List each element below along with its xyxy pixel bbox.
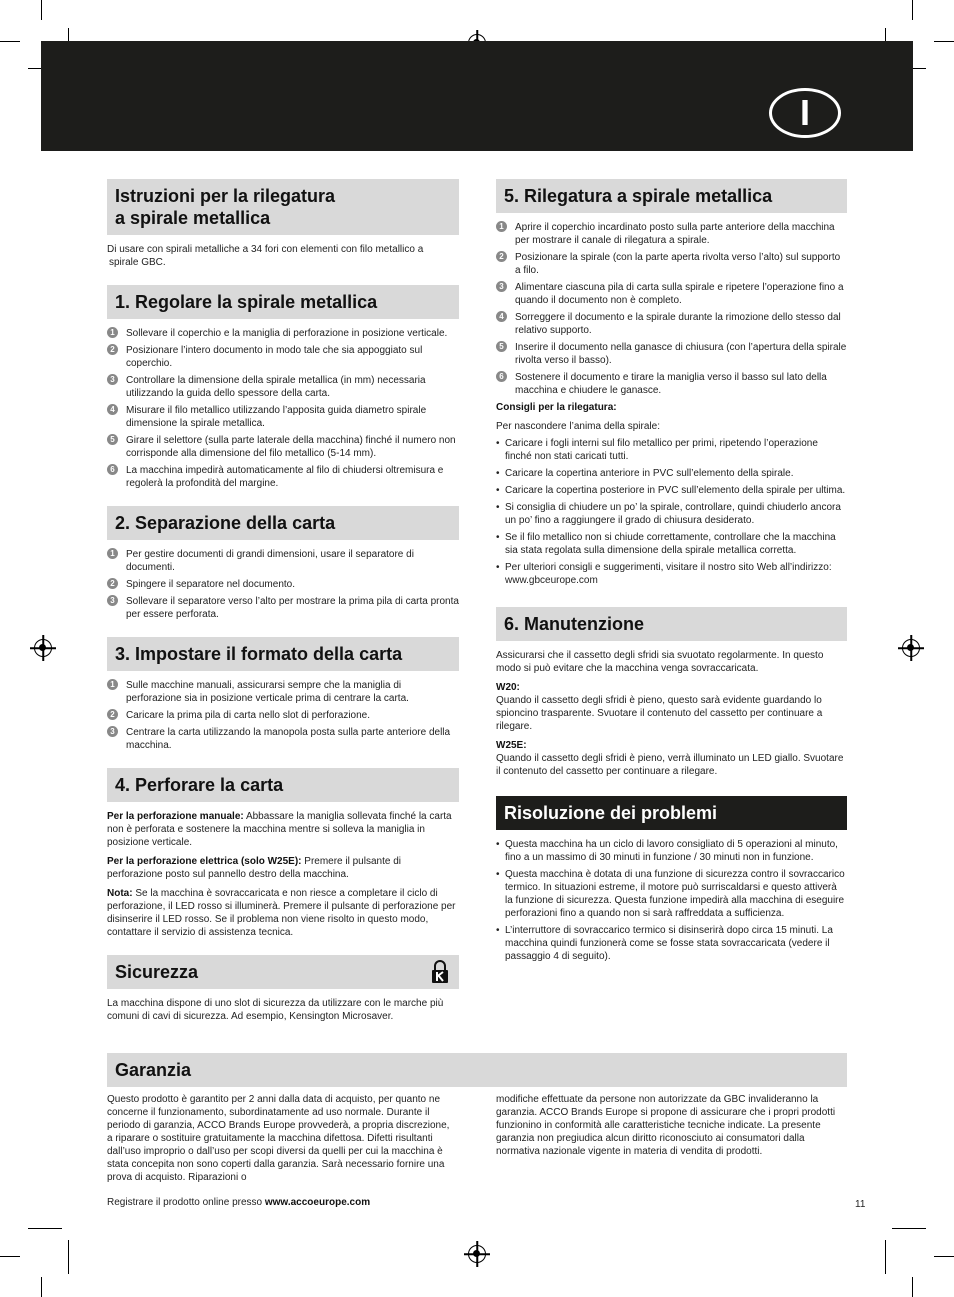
registration-mark-icon	[468, 1245, 486, 1263]
bullet-item: • Se il filo metallico non si chiude correttamente, controllare che la macchina sia stata regolata sulla dimensione della spirale metallica corretta.	[496, 531, 847, 557]
step-list	[496, 221, 847, 397]
section-2	[107, 506, 459, 621]
step-item	[496, 341, 847, 367]
step-number-icon: 1	[107, 679, 118, 690]
security-section	[107, 955, 459, 1023]
step-number-icon: 1	[107, 548, 118, 559]
section-title: 3. Impostare il formato della carta	[107, 637, 459, 671]
section-5	[496, 179, 847, 587]
step-item	[107, 404, 459, 430]
step-item	[107, 709, 459, 722]
section-title: 5. Rilegatura a spirale metallica	[496, 179, 847, 213]
step-number-icon: 2	[107, 344, 118, 355]
step-text: Sollevare il separatore verso l’alto per mostrare la prima pila di carta pronta per essere perforata.	[126, 596, 459, 620]
step-item	[107, 327, 459, 340]
step-item	[496, 371, 847, 397]
step-text: Posizionare la spirale (con la parte aperta rivolta verso l’alto) sul supporto a filo.	[515, 252, 841, 276]
warranty-right-text: modifiche effettuate da persone non autorizzate da GBC invalideranno la garanzia. ACCO Brands Europe si propone di assicurare che i propri prodotti funzionino in conformità alle caratteristiche tecniche indicate. La presente garanzia non pregiudica alcun diritto riconosciuto ai consumatori dalla normativa nazionale vigente in materia di vendita di prodotti.	[496, 1094, 836, 1157]
step-text: La macchina impedirà automaticamente al filo di chiudersi oltremisura e regolerà la profondità del margine.	[126, 465, 444, 489]
crop-mark	[934, 41, 954, 42]
crop-mark	[912, 0, 913, 20]
step-number-icon: 1	[107, 327, 118, 338]
step-item	[107, 434, 459, 460]
bullet-item: • Caricare i fogli interni sul filo metallico per primi, ripetendo l’operazione finché non stati caricati tutti.	[496, 437, 847, 463]
step-text: Per gestire documenti di grandi dimensioni, usare il separatore di documenti.	[126, 549, 414, 573]
tips-title: Consigli per la rilegatura:	[496, 402, 617, 413]
crop-mark	[28, 1228, 62, 1229]
manual-punch-paragraph: Per la perforazione manuale: Abbassare la maniglia sollevata finché la carta non è perforata e sostenere la macchina mentre si solleva la maniglia in posizione verticale.	[107, 811, 452, 848]
tips-intro: Per nascondere l’anima della spirale:	[496, 421, 660, 432]
crop-mark	[41, 0, 42, 20]
step-text: Caricare la prima pila di carta nello slot di perforazione.	[126, 710, 371, 721]
step-item	[496, 281, 847, 307]
registration-mark-icon	[902, 639, 920, 657]
section-4	[107, 768, 459, 939]
warranty-section	[107, 1053, 847, 1095]
crop-mark	[68, 1240, 69, 1274]
section-6	[496, 607, 847, 778]
page-number: 11	[855, 1199, 866, 1210]
step-number-icon: 3	[107, 595, 118, 606]
w25e-text: Quando il cassetto degli sfridi è pieno, verrà illuminato un LED giallo. Svuotare il contenuto del cassetto per continuare a rilegare.	[496, 753, 844, 777]
step-text: Posizionare l’intero documento in modo tale che sia appoggiato sul coperchio.	[126, 345, 423, 369]
section-1	[107, 285, 459, 490]
electric-punch-paragraph: Per la perforazione elettrica (solo W25E): Premere il pulsante di perforazione posto sul pannello destro della macchina.	[107, 856, 401, 880]
maintenance-text: Assicurarsi che il cassetto degli sfridi sia svuotato regolarmente. In questo modo si può evitare che la macchina venga sovraccaricata.	[496, 650, 824, 674]
crop-mark	[41, 1277, 42, 1297]
step-list	[107, 327, 459, 490]
step-item	[107, 464, 459, 490]
step-number-icon: 6	[496, 371, 507, 382]
step-number-icon: 1	[496, 221, 507, 232]
section-title: 1. Regolare la spirale metallica	[107, 285, 459, 319]
step-item	[496, 221, 847, 247]
step-item	[107, 679, 459, 705]
tips-list	[496, 437, 847, 587]
step-text: Sorreggere il documento e la spirale durante la rimozione dello stesso dal relativo supporto.	[515, 312, 841, 336]
crop-mark	[0, 41, 20, 42]
left-column	[107, 179, 459, 1035]
register-line: Registrare il prodotto online presso www.accoeurope.com	[107, 1197, 371, 1208]
step-item	[496, 311, 847, 337]
security-text: La macchina dispone di uno slot di sicurezza da utilizzare con le marche più comuni di cavi di sicurezza. Ad esempio, Kensington Microsaver.	[107, 998, 444, 1022]
step-text: Centrare la carta utilizzando la manopola posta sulla parte anteriore della macchina.	[126, 727, 451, 751]
step-number-icon: 3	[107, 374, 118, 385]
register-link[interactable]: www.accoeurope.com	[264, 1197, 371, 1208]
crop-mark	[934, 1256, 954, 1257]
step-text: Aprire il coperchio incardinato posto sulla parte anteriore della macchina per mostrare il canale di rilegatura a spirale.	[515, 222, 835, 246]
step-text: Sulle macchine manuali, assicurarsi sempre che la maniglia di perforazione sia in posizione verticale prima di centrare la carta.	[126, 680, 409, 704]
step-list	[107, 548, 459, 621]
bullet-item: • Per ulteriori consigli e suggerimenti, visitare il nostro sito Web all’indirizzo: www.gbceurope.com	[496, 561, 847, 587]
step-text: Girare il selettore (sulla parte laterale della macchina) finché il numero non corrisponde alla dimensione del filo metallico (5-14 mm).	[126, 435, 456, 459]
bullet-item: • Questa macchina ha un ciclo di lavoro consigliato di 5 operazioni al minuto, fino a un massimo di 30 minuti in funzione / 30 minuti non in funzione.	[496, 838, 847, 864]
troubleshooting-section	[496, 796, 847, 963]
step-item	[496, 251, 847, 277]
section-title: Garanzia	[107, 1053, 847, 1087]
note-paragraph: Nota: Se la macchina è sovraccaricata e non riesce a completare il ciclo di perforazione, il LED rosso si illuminerà. Premere il pulsante di perforazione per disinserire il LED rosso. Se il problema non viene risolto in questo modo, contattare il servizio di assistenza tecnica.	[107, 888, 456, 938]
bullet-item: • Caricare la copertina anteriore in PVC sull’elemento della spirale.	[496, 467, 847, 480]
registration-mark-icon	[34, 639, 52, 657]
step-text: Misurare il filo metallico utilizzando l’apposita guida diametro spirale dimensione la spirale metallica.	[126, 405, 427, 429]
crop-mark	[892, 1228, 926, 1229]
troubleshooting-list	[496, 838, 847, 963]
w20-text: Quando il cassetto degli sfridi è pieno, questo sarà evidente guardando lo spioncino trasparente. Svuotare il contenuto del cassetto per continuare a rilegare.	[496, 695, 823, 732]
crop-mark	[0, 1256, 20, 1257]
kensington-lock-icon	[431, 960, 449, 984]
warranty-left-text: Questo prodotto è garantito per 2 anni dalla data di acquisto, per quanto ne concerne il funzionamento, subordinatamente ad uso normale. Durante il periodo di garanzia, ACCO Brands Europe provvederà, a propria discrezione, a riparare o sostituire gratuitamente la macchina difettosa. Difetti risultanti dall’uso improprio o dall’uso per scopi diversi da quelli per cui la macchina è stata concepita non sono coperti dalla garanzia. Sarà necessario fornire una prova di acquisto. Riparazioni o	[107, 1094, 450, 1183]
step-item	[107, 344, 459, 370]
step-number-icon: 5	[496, 341, 507, 352]
intro-text: Di usare con spirali metalliche a 34 fori con elementi con filo metallico a spirale GBC.	[107, 244, 424, 268]
step-item	[107, 548, 459, 574]
step-number-icon: 3	[107, 726, 118, 737]
step-text: Inserire il documento nella ganasce di chiusura (con l’apertura della spirale rivolta verso il basso).	[515, 342, 847, 366]
section-title: 2. Separazione della carta	[107, 506, 459, 540]
step-item	[107, 726, 459, 752]
intro-section	[107, 179, 459, 269]
step-number-icon: 2	[496, 251, 507, 262]
crop-mark	[885, 1240, 886, 1274]
step-text: Sostenere il documento e tirare la maniglia verso il basso sul lato della macchina e chiudere le ganasce.	[515, 372, 827, 396]
step-text: Sollevare il coperchio e la maniglia di perforazione in posizione verticale.	[126, 328, 448, 339]
step-item	[107, 595, 459, 621]
w20-label: W20:	[496, 682, 520, 693]
step-number-icon: 2	[107, 578, 118, 589]
step-item	[107, 578, 459, 591]
section-title: 6. Manutenzione	[496, 607, 847, 641]
section-title: Risoluzione dei problemi	[496, 796, 847, 830]
bullet-item: • Questa macchina è dotata di una funzione di sicurezza contro il sovraccarico termico. In situazioni estreme, il motore può surriscaldarsi e questo attiverà la funzione di sicurezza. Questa funzione impedirà alla macchina di eseguire perforazioni fino a quando non si sarà raffreddata a sufficienza.	[496, 868, 847, 920]
step-number-icon: 3	[496, 281, 507, 292]
bullet-item: • Caricare la copertina posteriore in PVC sull’elemento della spirale per ultima.	[496, 484, 847, 497]
bullet-item: • L’interruttore di sovraccarico termico si disinserirà dopo circa 15 minuti. La macchina quindi funzionerà come se fosse stata sovraccaricata (vedere il passaggio 4 di seguito).	[496, 924, 847, 963]
step-text: Alimentare ciascuna pila di carta sulla spirale e ripetere l’operazione fino a quando il documento non è completo.	[515, 282, 844, 306]
step-number-icon: 5	[107, 434, 118, 445]
language-badge: I	[769, 88, 841, 138]
section-3	[107, 637, 459, 752]
step-text: Controllare la dimensione della spirale metallica (in mm) necessaria utilizzando la guida dello spessore della carta.	[126, 375, 426, 399]
step-text: Spingere il separatore nel documento.	[126, 579, 295, 590]
section-title: 4. Perforare la carta	[107, 768, 459, 802]
intro-title: Istruzioni per la rilegatura a spirale metallica	[107, 179, 459, 235]
w25e-label: W25E:	[496, 740, 527, 751]
step-number-icon: 2	[107, 709, 118, 720]
bullet-item: • Si consiglia di chiudere un po’ la spirale, controllare, quindi chiuderlo ancora un po’ fino a raggiungere il grado di chiusura desiderato.	[496, 501, 847, 527]
step-number-icon: 4	[107, 404, 118, 415]
step-number-icon: 6	[107, 464, 118, 475]
step-number-icon: 4	[496, 311, 507, 322]
step-list	[107, 679, 459, 752]
step-item	[107, 374, 459, 400]
section-title: Sicurezza	[107, 955, 459, 989]
crop-mark	[912, 1277, 913, 1297]
right-column	[496, 179, 847, 975]
